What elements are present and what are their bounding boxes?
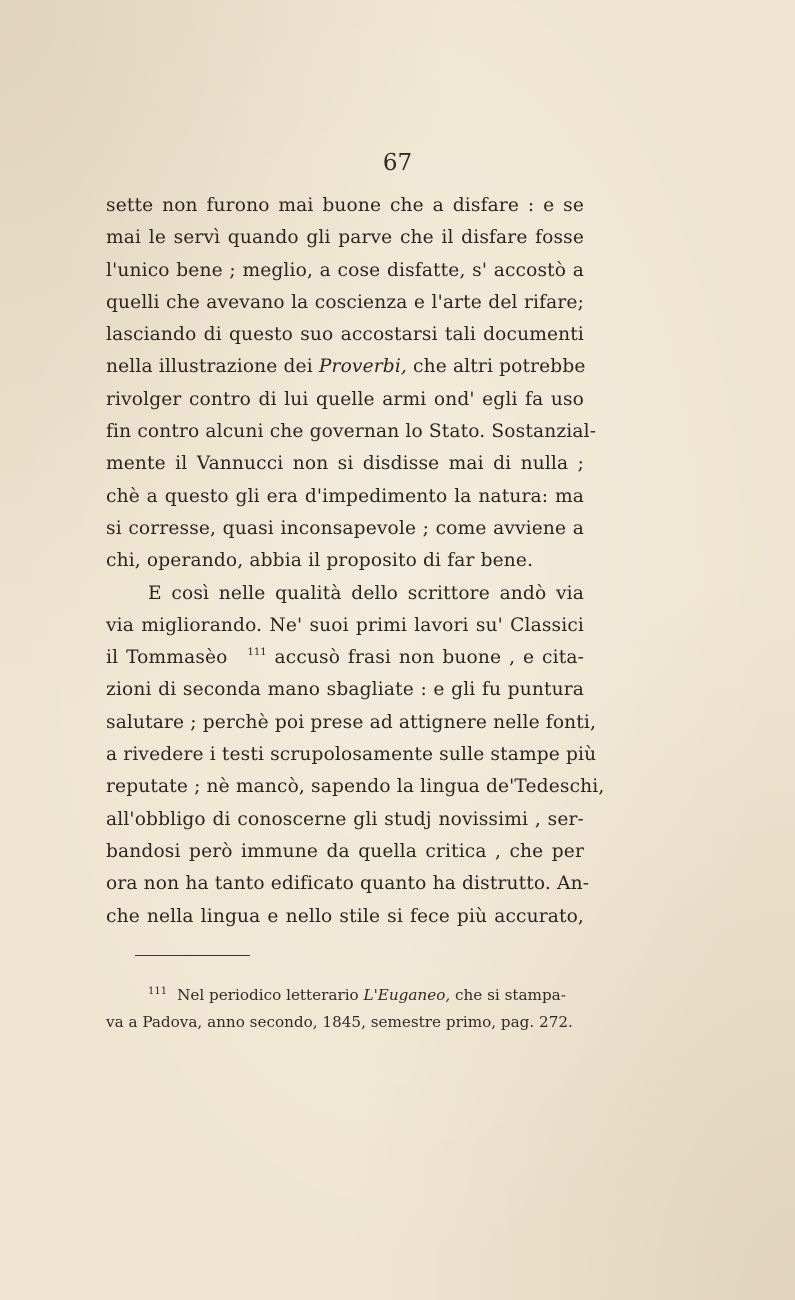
text-line: chè a questo gli era d'impedimento la natura: ma [106, 485, 584, 507]
text-line-paragraph-start: E così nelle qualità dello scrittore andò via [148, 582, 584, 604]
text-line: a rivedere i testi scrupolosamente sulle stampe più [106, 744, 597, 766]
text-line [106, 351, 584, 383]
text-line: sette non furono mai buone che a disfare : e se [106, 195, 584, 216]
text-line: mai le servì quando gli parve che il disfare fosse [106, 227, 584, 249]
footnote-line: va a Padova, anno secondo, 1845, semestre primo, pag. 272. [106, 1013, 573, 1031]
text-fragment: accusò frasi non buone , e cita- [274, 647, 585, 669]
text-line: si corresse, quasi inconsapevole ; come avviene a [106, 517, 584, 539]
footnote-mark: 111 [148, 986, 168, 997]
text-line: zioni di seconda mano sbagliate : e gli fu puntura [106, 679, 584, 701]
body-text [106, 190, 605, 933]
text-fragment: che si stampa- [455, 986, 566, 1004]
page-number: 67 [382, 150, 413, 176]
italic-title-euganeo: L'Euganeo, [363, 986, 451, 1004]
text-line: salutare ; perchè poi prese ad attignere nelle fonti, [106, 711, 597, 733]
text-line: che nella lingua e nello stile si fece più accurato, [106, 905, 584, 927]
text-line: all'obbligo di conoscerne gli studj novissimi , ser- [106, 808, 584, 830]
text-line: rivolger contro di lui quelle armi ond' egli fa uso [106, 388, 584, 410]
text-fragment: che altri potrebbe [413, 356, 586, 378]
text-line: via migliorando. Ne' suoi primi lavori su' Classici [106, 614, 584, 636]
text-line: quelli che avevano la coscienza e l'arte del rifare; [106, 291, 584, 313]
italic-title-proverbi: Proverbi, [318, 356, 407, 378]
text-line [106, 642, 584, 674]
text-line: ora non ha tanto edificato quanto ha distrutto. An- [106, 873, 590, 895]
text-fragment: Nel periodico letterario [177, 986, 359, 1004]
text-line: bandosi però immune da quella critica , che per [106, 840, 584, 862]
text-line: lasciando di questo suo accostarsi tali documenti [106, 324, 584, 346]
text-line: chi, operando, abbia il proposito di far bene. [106, 550, 534, 572]
text-fragment: nella illustrazione dei [106, 356, 313, 378]
footnote [106, 982, 586, 1036]
footnote-reference: 111 [247, 647, 267, 659]
text-line: fin contro alcuni che governan lo Stato. Sostanzial- [106, 421, 597, 443]
text-line: l'unico bene ; meglio, a cose disfatte, s' accostò a [106, 259, 584, 281]
footnote-divider [135, 955, 250, 956]
text-line: reputate ; nè mancò, sapendo la lingua de'Tedeschi, [106, 776, 605, 798]
text-fragment: il Tommasèo [106, 647, 228, 669]
footnote-line [106, 982, 586, 1009]
text-line: mente il Vannucci non si disdisse mai di nulla ; [106, 453, 584, 475]
